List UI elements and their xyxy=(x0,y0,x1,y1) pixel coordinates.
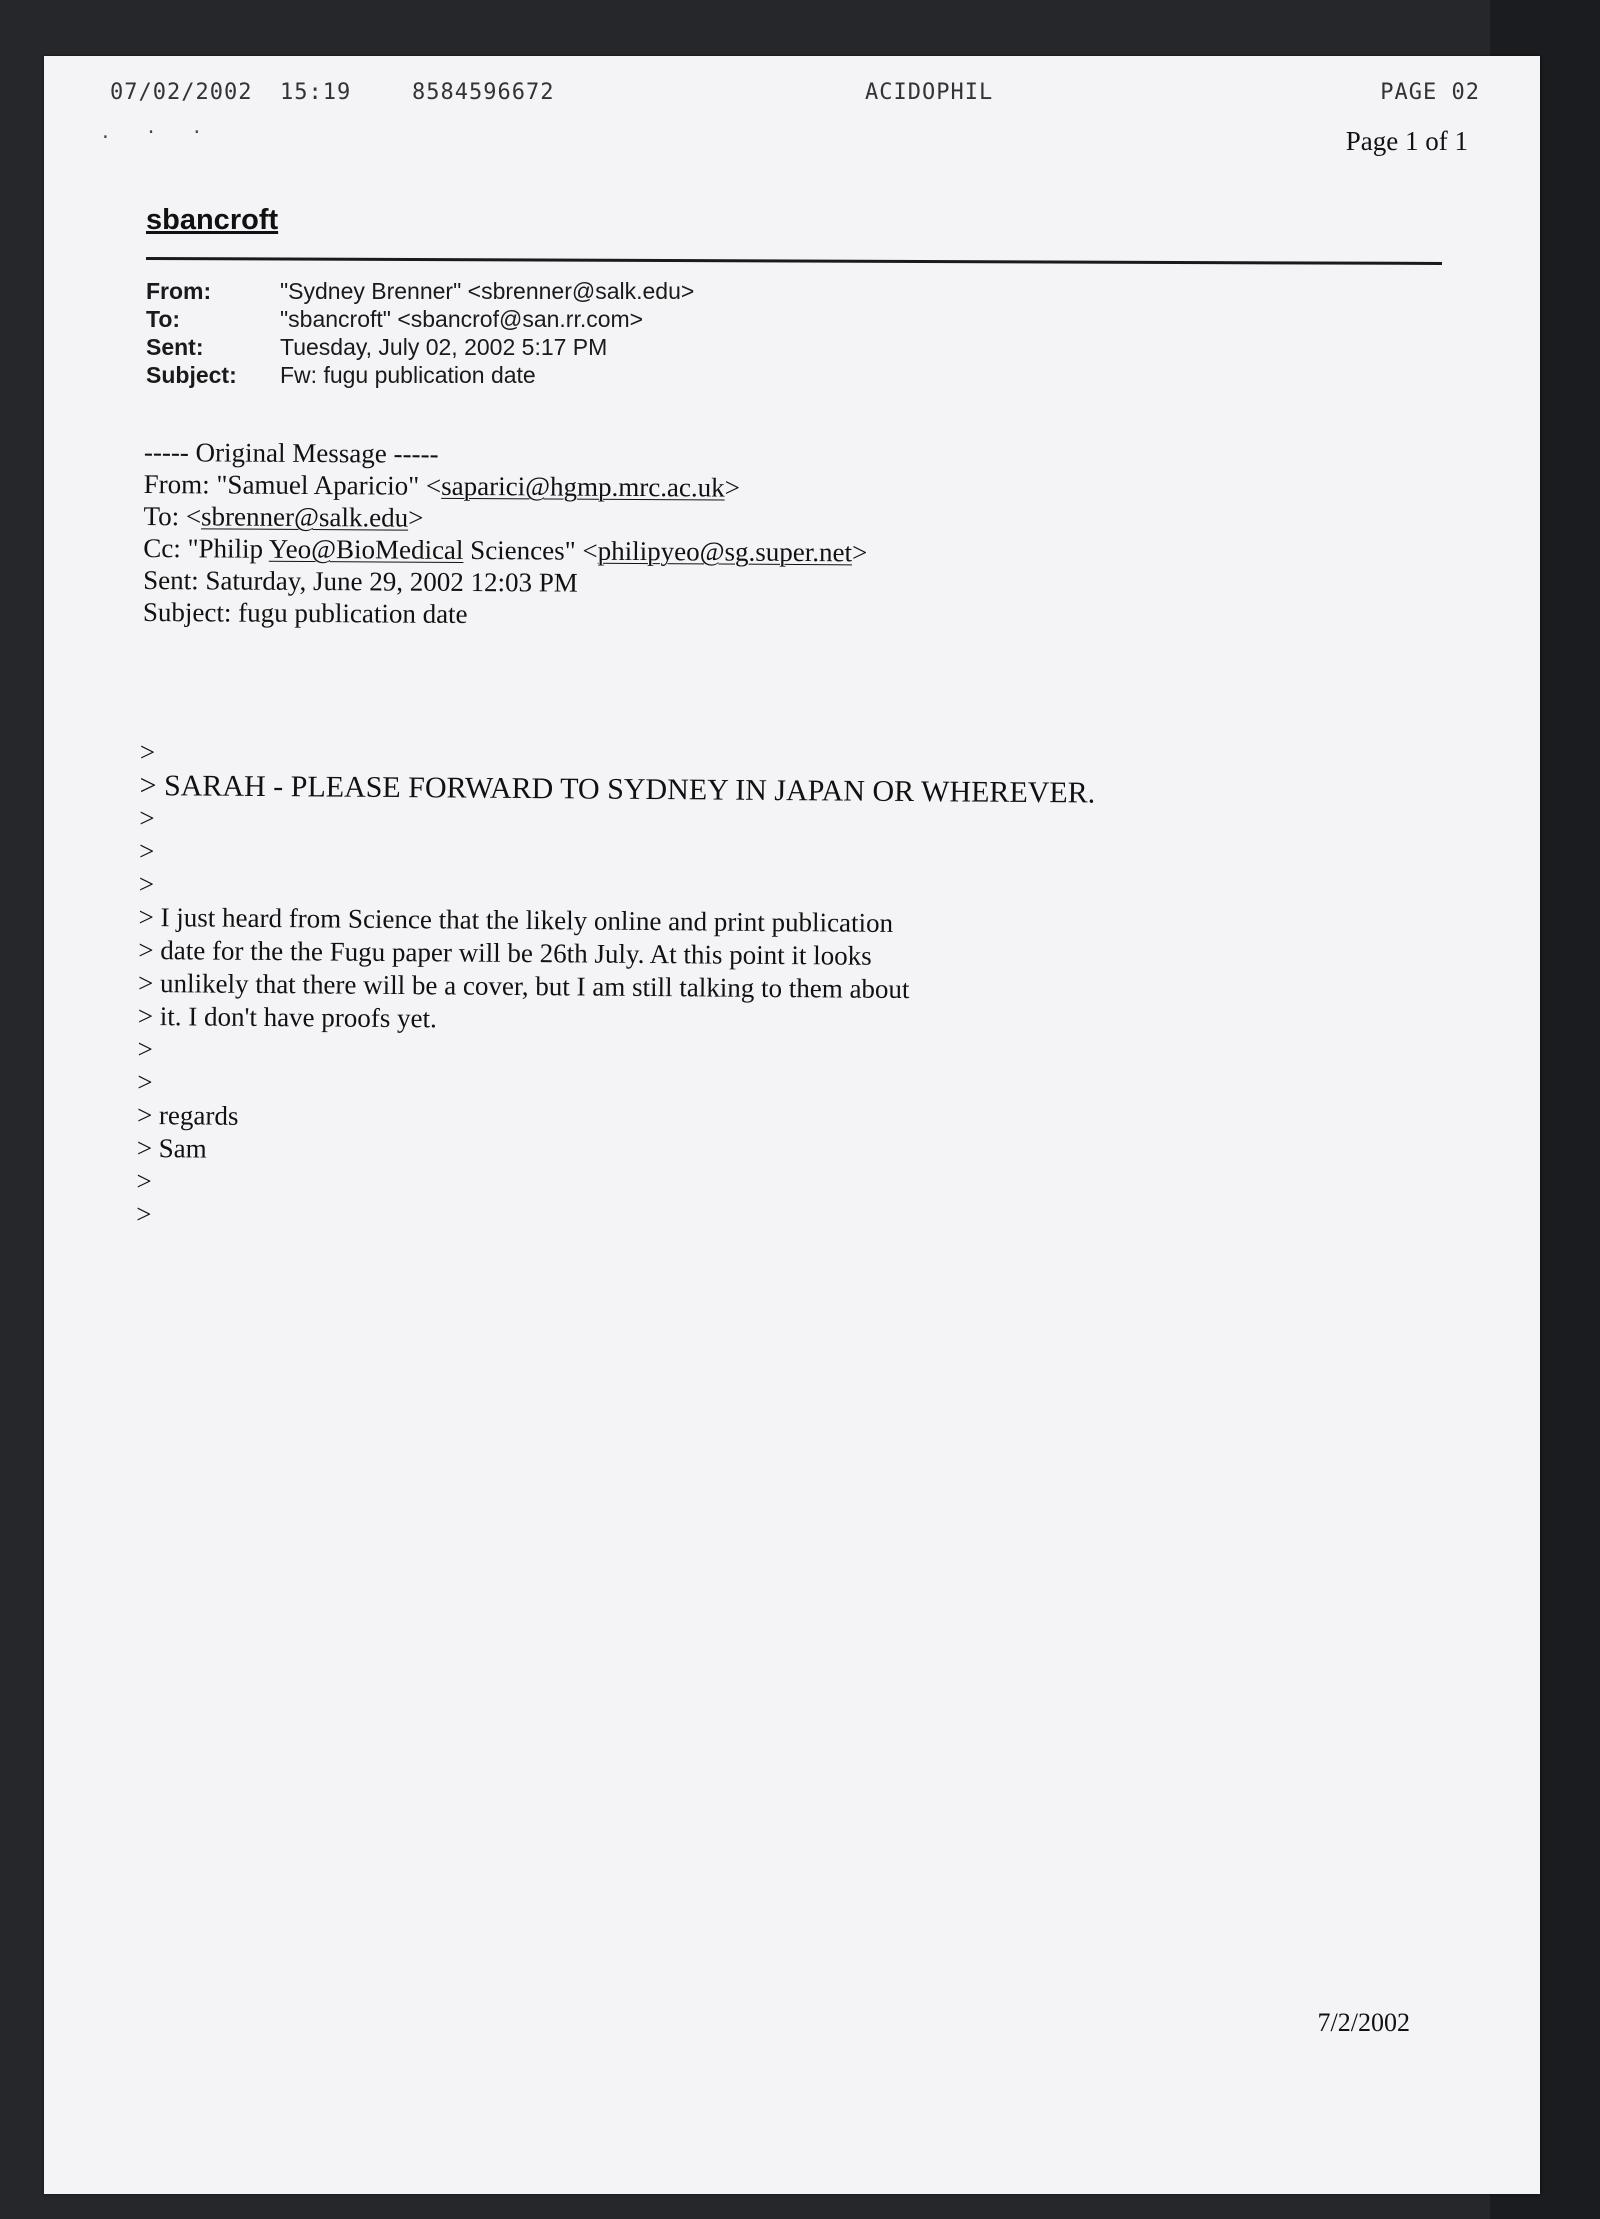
original-to-suffix: > xyxy=(408,502,424,533)
body-line: > SARAH - PLEASE FORWARD TO SYDNEY IN JAPAN OR WHEREVER. xyxy=(139,768,1096,810)
page-counter: Page 1 of 1 xyxy=(1345,126,1468,156)
original-sent-line: Sent: Saturday, June 29, 2002 12:03 PM xyxy=(143,564,578,598)
fax-date: 07/02/2002 xyxy=(110,80,253,105)
original-to-email-link[interactable]: sbrenner@salk.edu xyxy=(201,501,409,533)
fax-header xyxy=(110,80,1480,110)
body-line: > unlikely that there will be a cover, but I am still talking to them about xyxy=(137,967,910,1005)
original-message-separator: ----- Original Message ----- xyxy=(143,436,439,469)
subject-label: Subject: xyxy=(146,362,237,388)
sent-value: Tuesday, July 02, 2002 5:17 PM xyxy=(280,334,608,360)
footer-date: 7/2/2002 xyxy=(1317,2008,1410,2037)
body-line: > it. I don't have proofs yet. xyxy=(137,1000,437,1034)
to-label: To: xyxy=(146,306,181,332)
original-subject-line: Subject: fugu publication date xyxy=(142,596,468,629)
fax-page-number: PAGE 02 xyxy=(1380,80,1480,105)
fax-time: 15:19 xyxy=(280,80,352,105)
body-line: > Sam xyxy=(136,1132,207,1164)
original-from-email-link[interactable]: saparici@hgmp.mrc.ac.uk xyxy=(441,470,725,503)
original-cc-prefix: Cc: "Philip xyxy=(143,532,269,564)
to-value: "sbancroft" <sbancrof@san.rr.com> xyxy=(280,306,644,332)
subject-value: Fw: fugu publication date xyxy=(280,362,536,388)
body-line: > regards xyxy=(136,1099,239,1131)
header-divider xyxy=(146,257,1442,265)
original-message xyxy=(143,436,868,632)
body-line: > xyxy=(139,736,156,768)
original-to-prefix: To: < xyxy=(143,500,202,532)
original-cc-line xyxy=(143,532,867,568)
body-line: > xyxy=(139,802,155,834)
message-body xyxy=(136,736,1095,1238)
original-cc-suffix: > xyxy=(851,537,868,568)
original-cc-name-link[interactable]: Yeo@BioMedical xyxy=(268,533,464,565)
fax-phone-number: 8584596672 xyxy=(412,80,555,105)
body-line: > I just heard from Science that the likely online and print publication xyxy=(138,901,894,938)
original-from-suffix: > xyxy=(724,472,741,503)
original-to-line xyxy=(143,500,867,536)
body-line: > date for the the Fugu paper will be 26th July. At this point it looks xyxy=(138,934,872,971)
original-from-prefix: From: "Samuel Aparicio" < xyxy=(143,468,442,501)
body-line: > xyxy=(136,1165,152,1197)
original-from-line xyxy=(144,468,868,504)
original-cc-email-link[interactable]: philipyeo@sg.super.net xyxy=(597,535,853,568)
body-line: > xyxy=(137,1033,153,1065)
from-value: "Sydney Brenner" <sbrenner@salk.edu> xyxy=(280,278,695,304)
body-line: > xyxy=(136,1198,152,1230)
document-page xyxy=(44,56,1540,2194)
account-name: sbancroft xyxy=(146,204,279,236)
body-line: > xyxy=(138,835,155,867)
from-label: From: xyxy=(146,278,212,304)
original-cc-middle: Sciences" < xyxy=(463,534,598,566)
body-line: > xyxy=(138,868,155,900)
body-line: > xyxy=(137,1066,153,1098)
fax-noise: . · · xyxy=(100,122,215,143)
sent-label: Sent: xyxy=(146,334,204,360)
fax-sender-id: ACIDOPHIL xyxy=(865,80,994,105)
